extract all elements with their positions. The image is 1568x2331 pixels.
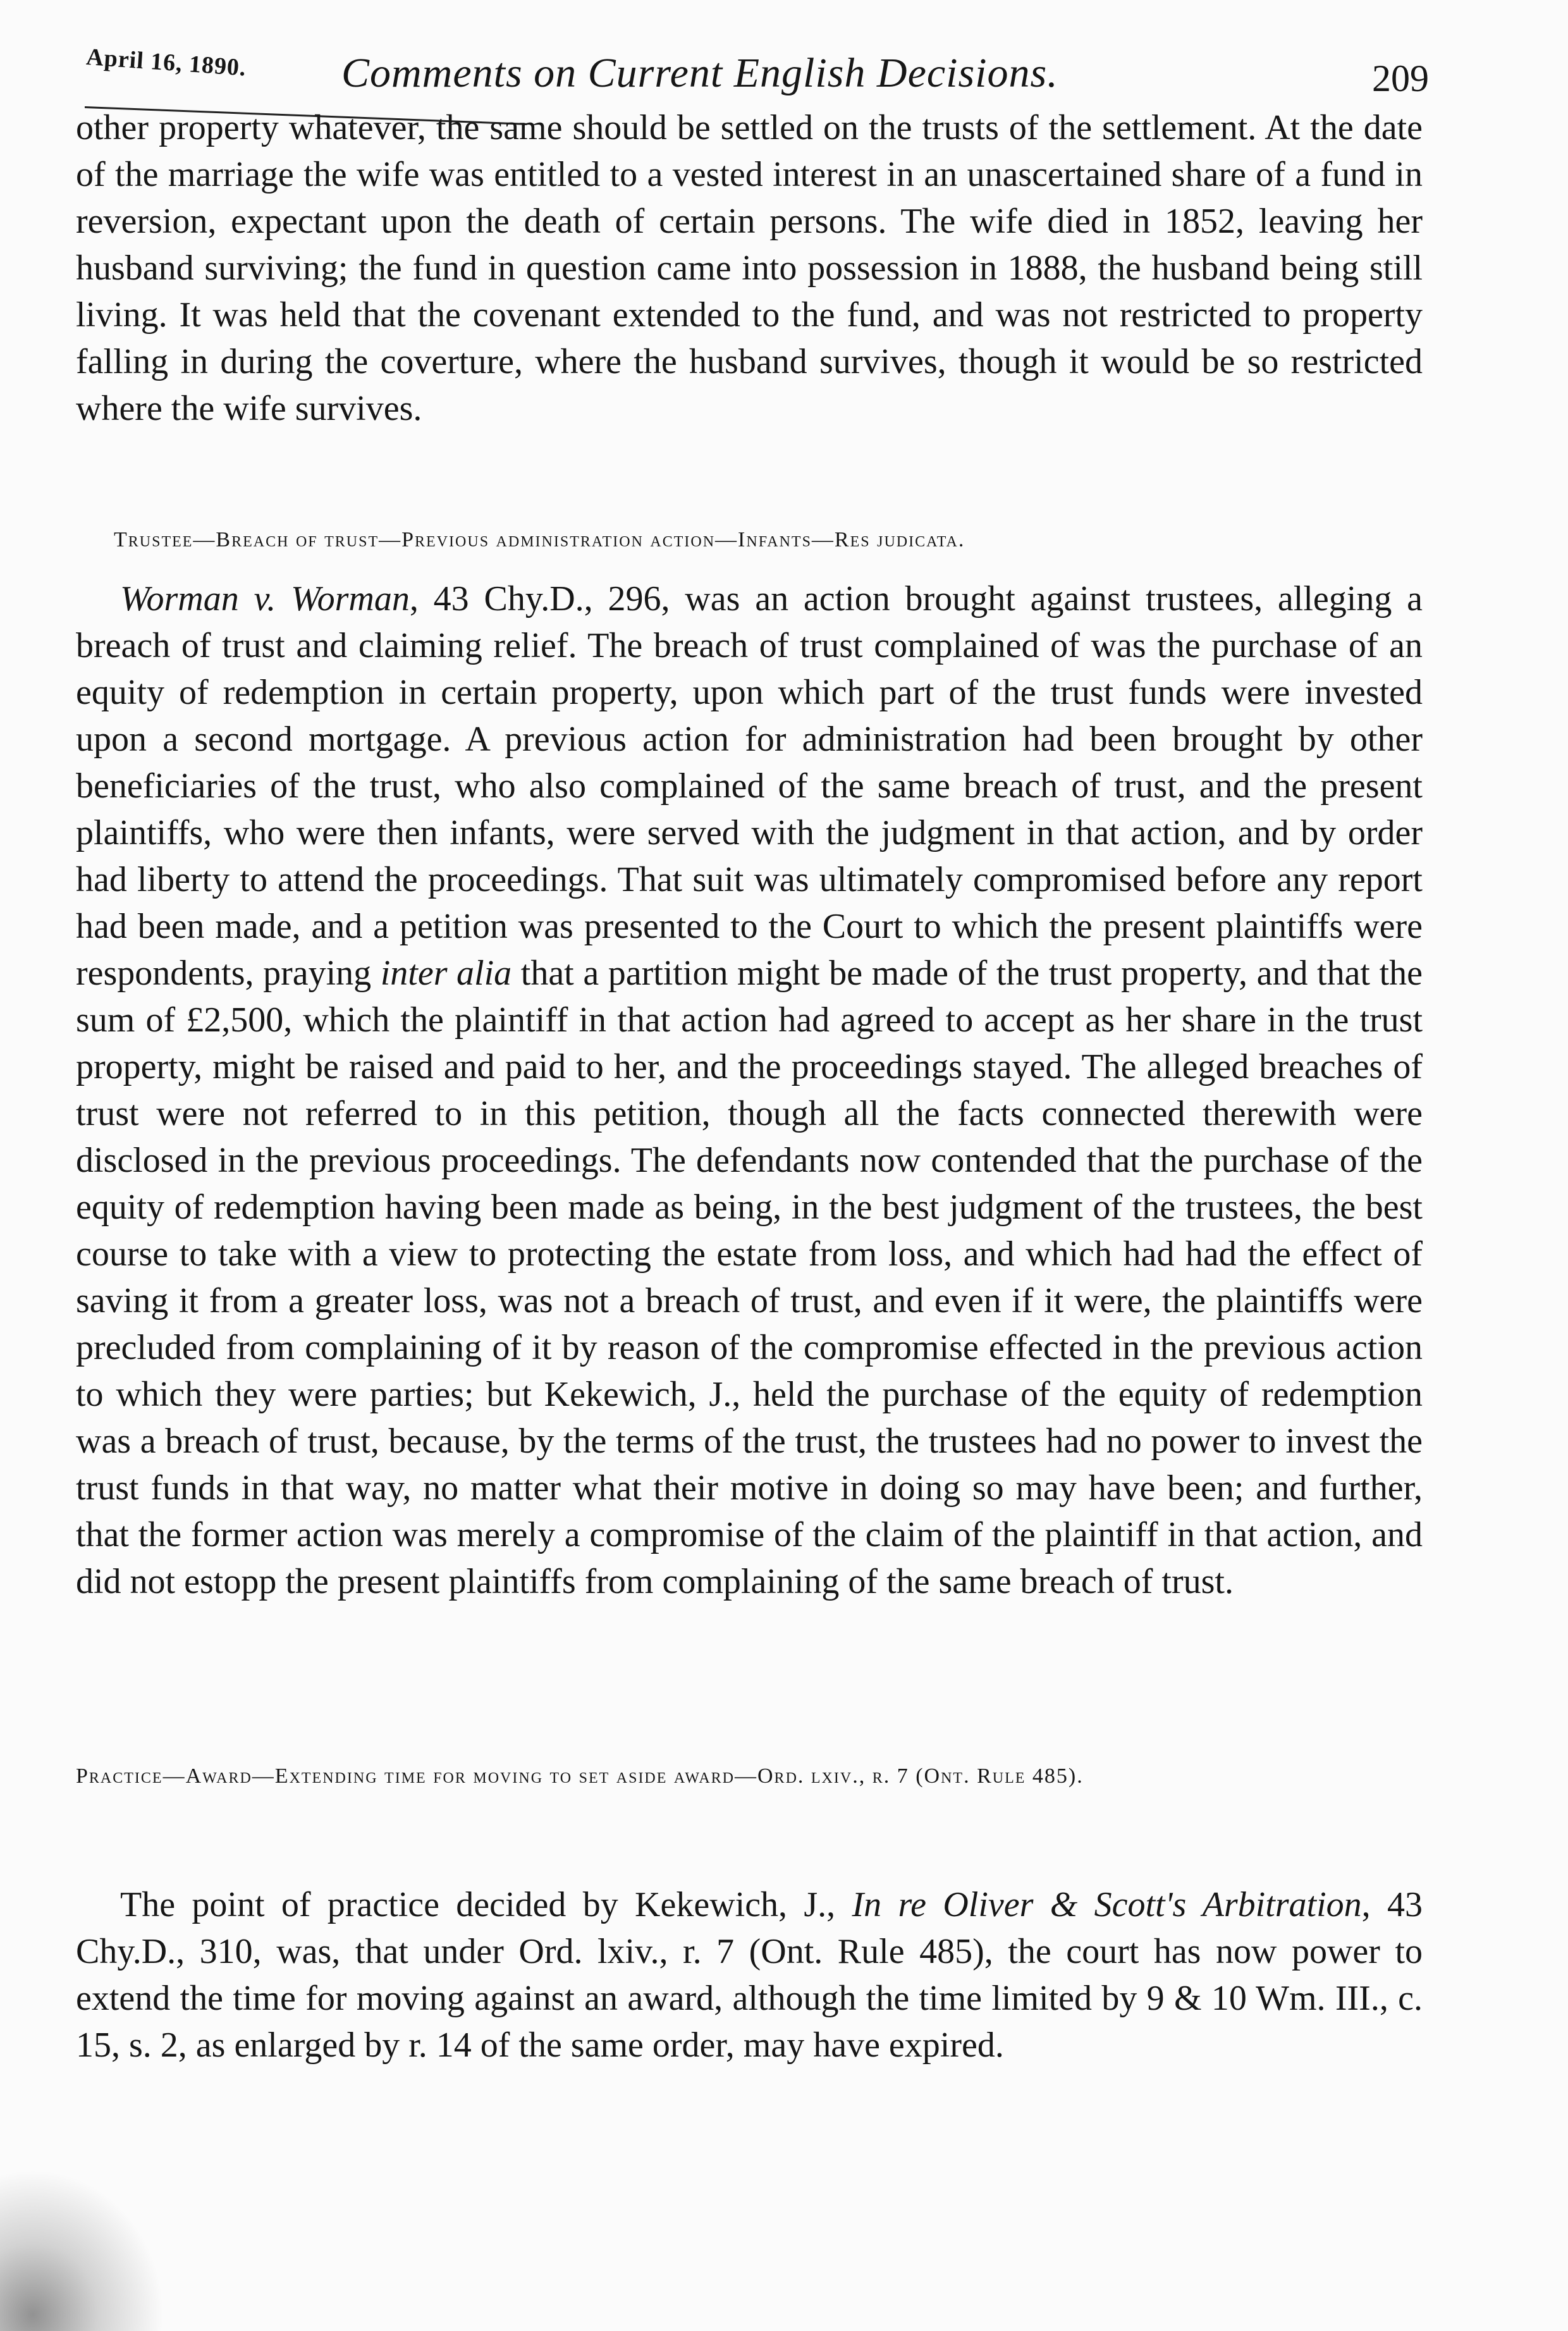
paragraph-worman — [76, 575, 1423, 1605]
issue-date: April 16, 1890. — [85, 43, 247, 82]
section-heading-trustee — [114, 525, 1410, 555]
section-heading-practice — [76, 1761, 1423, 1792]
section-continued — [76, 104, 1423, 432]
heading-practice-award: Practice—Award—Extending time for moving to set aside award—Ord. lxiv., r. 7 (Ont. Rule 485). — [76, 1764, 1084, 1788]
section-oliver-scott — [76, 1881, 1423, 2069]
section-worman — [76, 575, 1423, 1605]
oliver-text: , 43 Chy.D., 310, was, that under Ord. lxiv., r. 7 (Ont. Rule 485), the court has now power to extend the time for moving against an award, although the time limited by 9 & 10 Wm. III., c. 15, s. 2, as enlarged by r. 14 of the same order, may have expired. — [76, 1885, 1423, 2065]
worman-text-part1: , 43 Chy.D., 296, was an action brought against trustees, alleging a breach of trust and claiming relief. The breach of trust complained of was the purchase of an equity of redemption in certain property, upon which part of the trust funds were invested upon a second mortgage. A previous action for administration had been brought by other beneficiaries of the trust, who also complained of the same breach of trust, and the present plaintiffs, who were then infants, were served with the judgment in that action, and by order had liberty to attend the proceedings. That suit was ultimately compromised before any report had been made, and a petition was presented to the Court to which the present plaintiffs were respondents, praying — [76, 579, 1423, 993]
page-number: 209 — [1372, 58, 1429, 99]
case-name-oliver-scott: In re Oliver & Scott's Arbitration — [852, 1885, 1362, 1924]
oliver-text-start: The point of practice decided by Kekewich, J., — [120, 1885, 852, 1924]
inter-alia: inter alia — [380, 954, 512, 993]
paragraph-oliver-scott — [76, 1881, 1423, 2069]
scan-smudge — [0, 2169, 164, 2331]
running-title: Comments on Current English Decisions. — [341, 50, 1058, 96]
worman-text-part2: that a partition might be made of the trust property, and that the sum of £2,500, which the plaintiff in that action had agreed to accept as her share in the trust property, might be raised and paid to her, and the proceedings stayed. The alleged breaches of trust were not referred to in this petition, though all the facts connected therewith were disclosed in the previous proceedings. The defendants now contended that the purchase of the equity of redemption having been made as being, in the best judgment of the trustees, the best course to take with a view to protecting the estate from loss, and which had had the effect of saving it from a greater loss, was not a breach of trust, and even if it were, the plaintiffs were precluded from complaining of it by reason of the compromise effected in the previous action to which they were parties; but Kekewich, J., held the purchase of the equity of redemption was a breach of trust, because, by the terms of the trust, the trustees had no power to invest the trust funds in that way, no matter what their motive in doing so may have been; and further, that the former action was merely a compromise of the claim of the plaintiff in that action, and did not estopp the present plaintiffs from complaining of the same breach of trust. — [76, 954, 1423, 1601]
paragraph-covenant-decision: other property whatever, the same should be settled on the trusts of the settlement. At the date of the marriage the wife was entitled to a vested interest in an unascertained share of a fund in reversion, expectant upon the death of certain persons. The wife died in 1852, leaving her husband surviving; the fund in question came into possession in 1888, the husband being still living. It was held that the covenant extended to the fund, and was not restricted to property falling in during the coverture, where the husband survives, though it would be so restricted where the wife survives. — [76, 108, 1423, 428]
heading-trustee-breach: Trustee—Breach of trust—Previous administration action—Infants—Res judicata. — [114, 528, 965, 551]
case-name-worman: Worman v. Worman — [120, 579, 410, 618]
